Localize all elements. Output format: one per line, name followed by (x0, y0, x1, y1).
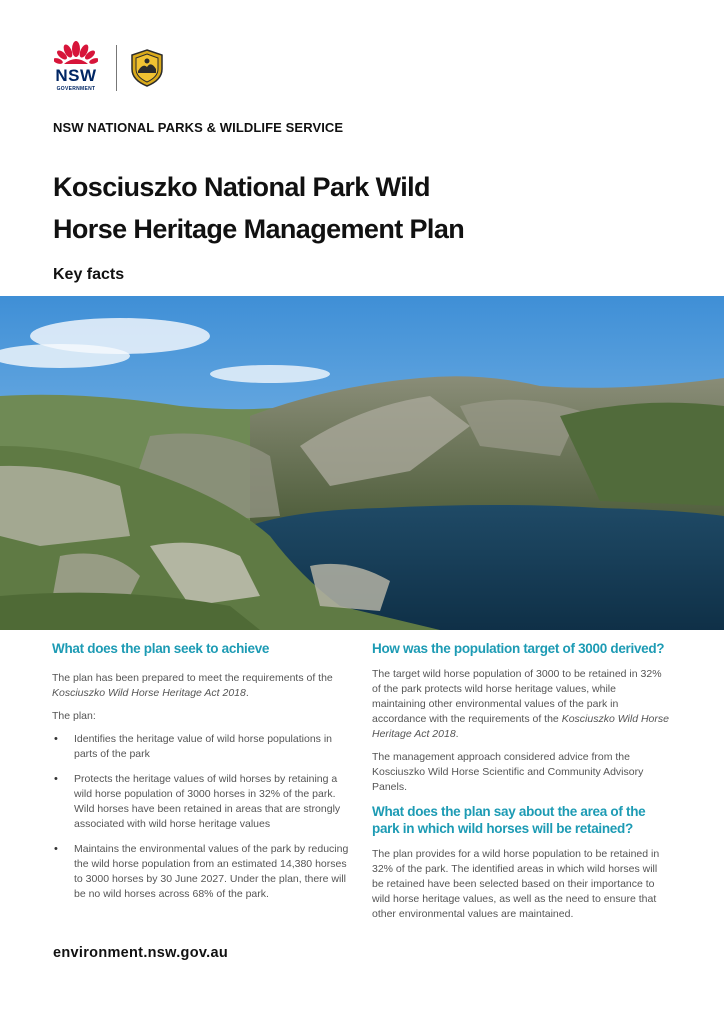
logo-divider (116, 45, 117, 91)
plan-label: The plan: (52, 710, 96, 722)
service-name: NSW NATIONAL PARKS & WILDLIFE SERVICE (53, 120, 344, 135)
page-title (53, 166, 613, 250)
area-paragraph: The plan provides for a wild horse population to be retained in 32% of the park. The identified areas in which wild horses will be retained have been selected based on their importance to wild horse heritage values, as well as the need to ensure that other environmental values are maintained. (372, 848, 660, 920)
target-end: . (455, 728, 459, 740)
intro-paragraph (52, 671, 350, 701)
act-citation: Kosciuszko Wild Horse Heritage Act 2018 (372, 713, 669, 740)
hero-lake-photo (0, 296, 724, 630)
act-citation: Kosciuszko Wild Horse Heritage Act 2018 (52, 687, 246, 699)
waratah-icon (54, 40, 98, 68)
title-line-2: Horse Heritage Management Plan (53, 214, 465, 244)
intro-text: The plan has been prepared to meet the requirements of the (52, 672, 333, 684)
plan-bullet-list (52, 732, 350, 902)
intro-end: . (245, 687, 249, 699)
government-wordmark: GOVERNMENT (56, 86, 96, 92)
logo-group (50, 40, 165, 96)
list-item: • Protects the heritage values of wild horses by retaining a wild horse population of 3000 horses in 32% of the park. Wild horses have been retained in areas that are strongly associated with wild horse heritage values (52, 772, 350, 832)
nsw-government-logo (50, 40, 102, 96)
right-column (372, 640, 670, 930)
section-heading-area: What does the plan say about the area of the park in which wild horses will be retained? (372, 804, 646, 836)
advisory-paragraph: The management approach considered advice from the Kosciuszko Wild Horse Scientific and Community Advisory Panels. (372, 751, 644, 793)
title-line-1: Kosciuszko National Park Wild (53, 172, 430, 202)
target-paragraph (372, 667, 670, 742)
page-subtitle: Key facts (53, 266, 125, 283)
list-item: • Maintains the environmental values of the park by reducing the wild horse population from an estimated 14,380 horses to 3000 horses by 30 June 2027. Under the plan, there will be no wild horses across 68% of the park. (52, 842, 350, 902)
nsw-wordmark: NSW (55, 66, 97, 85)
section-heading-target: How was the population target of 3000 derived? (372, 641, 665, 656)
left-column (52, 640, 350, 912)
npws-emblem-icon (129, 49, 165, 87)
section-heading-achieve: What does the plan seek to achieve (52, 641, 270, 656)
footer-url[interactable]: environment.nsw.gov.au (53, 945, 228, 961)
target-text: The target wild horse population of 3000 to be retained in 32% of the park protects wild horse heritage values, while maintaining other environmental values of the park in accordance with the requirements of the (372, 668, 662, 725)
list-item: • Identifies the heritage value of wild horse populations in parts of the park (52, 732, 350, 762)
